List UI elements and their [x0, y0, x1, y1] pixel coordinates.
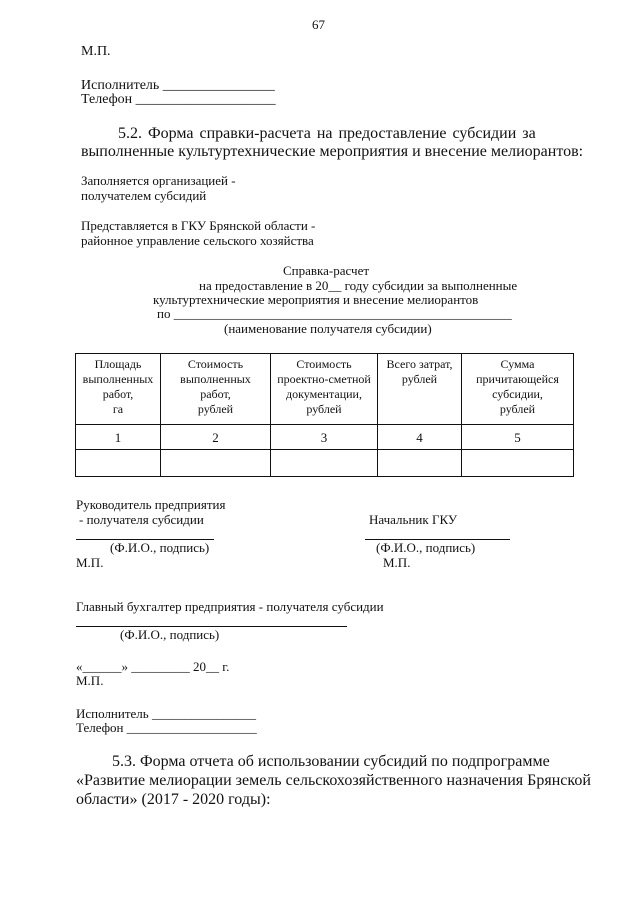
column-number: 5 — [462, 425, 574, 450]
subsidy-table — [75, 353, 574, 477]
header-area: Площадь выполненных работ, га — [76, 354, 161, 425]
head-title-line2: - получателя субсидии — [79, 512, 204, 527]
head-title-line1: Руководитель предприятия — [76, 497, 226, 512]
table-number-row — [76, 425, 574, 450]
bottom-executor-line: Исполнитель ________________ — [76, 706, 256, 721]
gku-fio-caption: (Ф.И.О., подпись) — [376, 540, 476, 555]
bottom-mp-label: М.П. — [76, 673, 104, 688]
certificate-line2: культуртехнические мероприятия и внесение мелиорантов — [153, 292, 479, 307]
column-number: 1 — [76, 425, 161, 450]
bottom-phone-line: Телефон ____________________ — [76, 720, 257, 735]
date-line: «______» _________ 20__ г. — [76, 659, 230, 674]
gku-mp-label: М.П. — [383, 555, 411, 570]
table-empty-cell — [76, 450, 161, 477]
head-mp-label: М.П. — [76, 555, 104, 570]
top-phone-line: Телефон ____________________ — [81, 92, 276, 107]
section-5-3-line1: 5.3. Форма отчета об использовании субсидий по подпрограмме — [112, 753, 550, 770]
certificate-line1: на предоставление в 20__ году субсидии за выполненные — [199, 278, 518, 293]
column-number: 2 — [161, 425, 271, 450]
accountant-fio-caption: (Ф.И.О., подпись) — [120, 627, 220, 642]
column-number: 4 — [378, 425, 462, 450]
table-empty-row — [76, 450, 574, 477]
column-number: 3 — [271, 425, 378, 450]
top-executor-line: Исполнитель ________________ — [81, 78, 275, 93]
table-empty-cell — [378, 450, 462, 477]
table-empty-cell — [161, 450, 271, 477]
filled-by-line1: Заполняется организацией - — [81, 173, 236, 188]
gku-head-title: Начальник ГКУ — [369, 512, 458, 527]
top-mp-label: М.П. — [81, 44, 111, 59]
table-header-row — [76, 354, 574, 425]
certificate-recipient-line: по ____________________________________________________ — [157, 306, 512, 321]
certificate-recipient-caption: (наименование получателя субсидии) — [224, 321, 432, 336]
header-total-cost: Всего затрат, рублей — [378, 354, 462, 425]
section-5-3-line2: «Развитие мелиорации земель сельскохозяйственного назначения Брянской — [76, 772, 591, 789]
section-5-2-line1: 5.2. Форма справки-расчета на предоставление субсидии за — [118, 125, 536, 142]
filled-by-line2: получателем субсидий — [81, 188, 207, 203]
chief-accountant-title: Главный бухгалтер предприятия - получателя субсидии — [76, 599, 384, 614]
header-subsidy-amount: Сумма причитающейся субсидии, рублей — [462, 354, 574, 425]
submitted-to-line1: Представляется в ГКУ Брянской области - — [81, 218, 316, 233]
header-work-cost: Стоимость выполненных работ, рублей — [161, 354, 271, 425]
section-5-3-line3: области» (2017 - 2020 годы): — [76, 791, 271, 808]
section-5-2-line2: выполненные культуртехнические мероприятия и внесение мелиорантов: — [81, 143, 584, 160]
submitted-to-line2: районное управление сельского хозяйства — [81, 233, 314, 248]
header-design-cost: Стоимость проектно-сметной документации, рублей — [271, 354, 378, 425]
page-number: 67 — [312, 17, 325, 32]
table-empty-cell — [462, 450, 574, 477]
head-fio-caption: (Ф.И.О., подпись) — [110, 540, 210, 555]
table-empty-cell — [271, 450, 378, 477]
certificate-title: Справка-расчет — [283, 263, 370, 278]
